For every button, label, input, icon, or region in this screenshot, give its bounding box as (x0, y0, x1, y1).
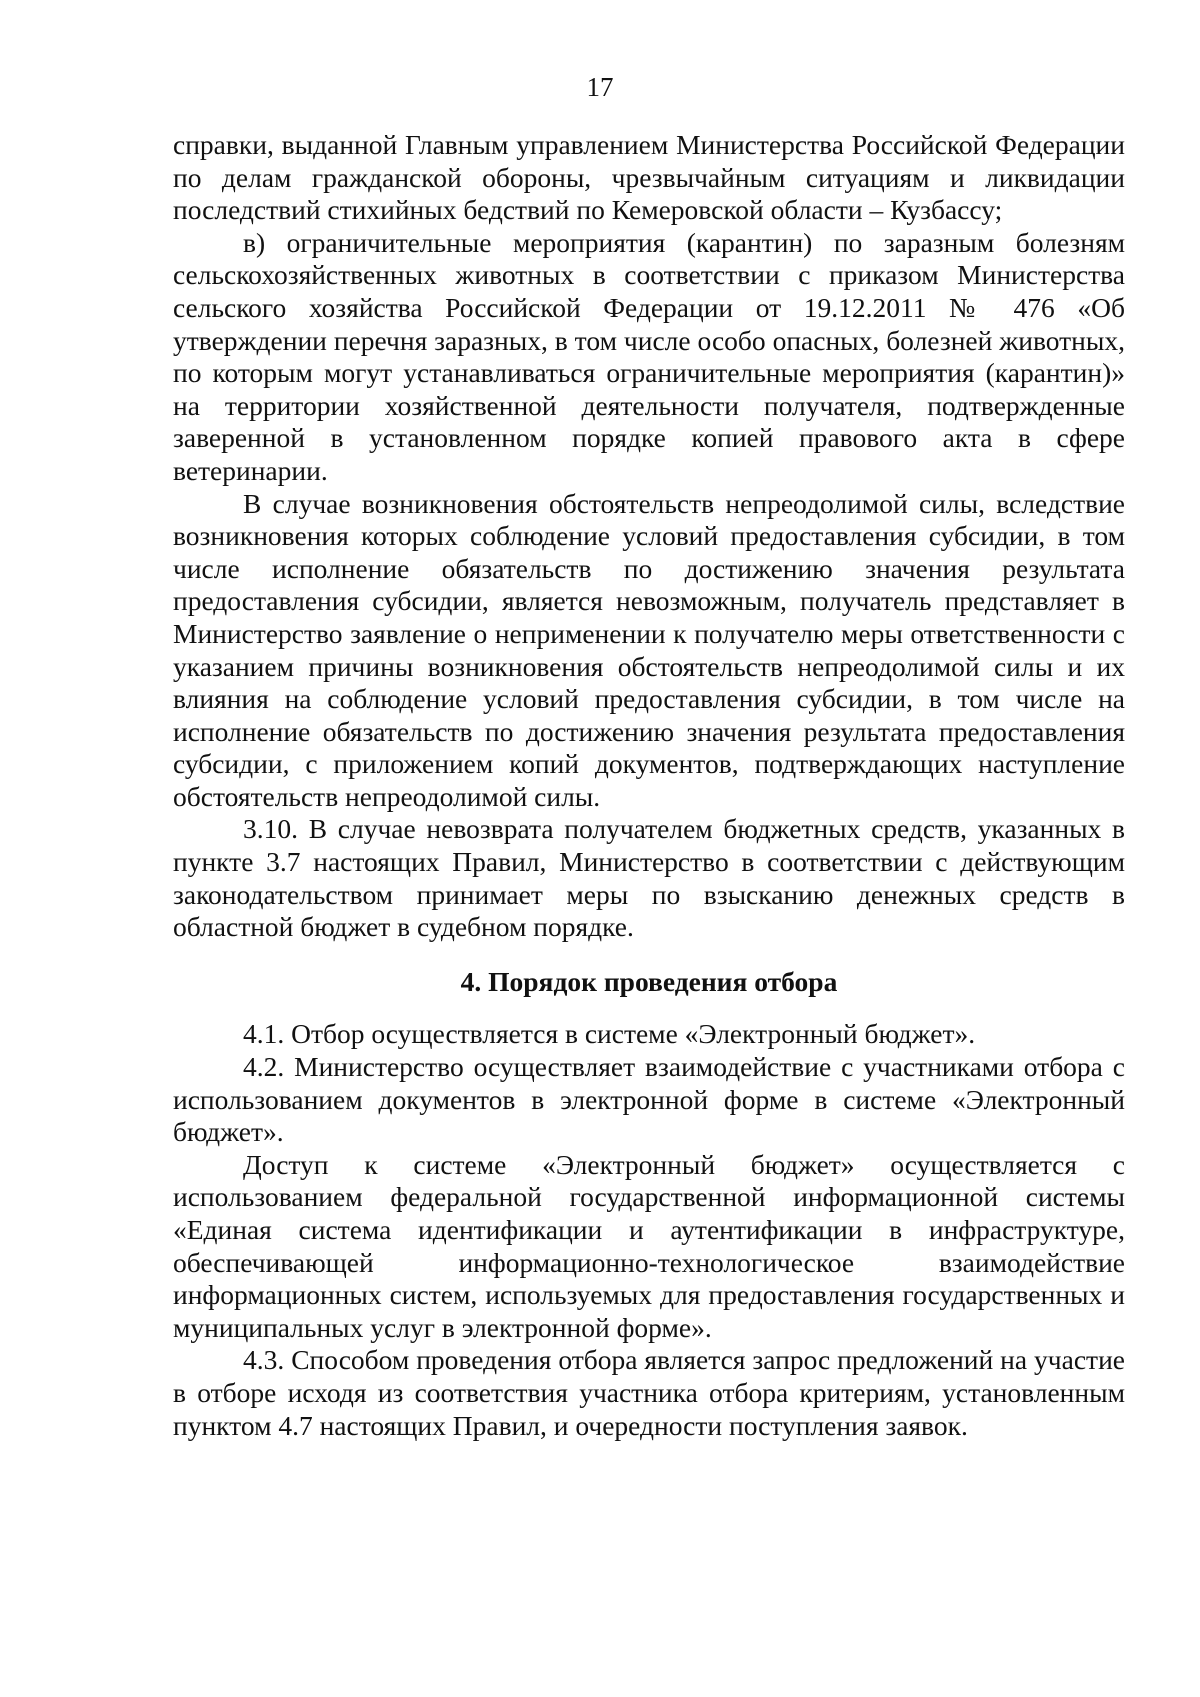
section-heading: 4. Порядок проведения отбора (460, 965, 838, 997)
document-body (173, 129, 1125, 1442)
paragraph-force-majeure: В случае возникновения обстоятельств непреодолимой силы, вследствие возникновения которых соблюдение условий предоставления субсидии, в том числе исполнение обязательств по достижению значения результата предоставления субсидии, является невозможным, получатель представляет в Министерство заявление о неприменении к получателю меры ответственности с указанием причины возникновения обстоятельств непреодолимой силы и их влияния на соблюдение условий предоставления субсидии, в том числе на исполнение обязательств по достижению значения результата предоставления субсидии, с приложением копий документов, подтверждающих наступление обстоятельств непреодолимой силы. (173, 487, 1125, 812)
paragraph-3-10: 3.10. В случае невозврата получателем бюджетных средств, указанных в пункте 3.7 настоящих Правил, Министерство в соответствии с действующим законодательством принимает меры по взысканию денежных средств в областной бюджет в судебном порядке. (173, 813, 1125, 943)
paragraph-4-2: 4.2. Министерство осуществляет взаимодействие с участниками отбора с использованием документов в электронной форме в системе «Электронный бюджет». (173, 1051, 1125, 1148)
paragraph-quarantine: в) ограничительные мероприятия (карантин) по заразным болезням сельскохозяйственных животных в соответствии с приказом Министерства сельского хозяйства Российской Федерации от 19.12.2011 № 476 «Об утверждении перечня заразных, в том числе особо опасных, болезней животных, по которым могут устанавливаться ограничительные мероприятия (карантин)» на территории хозяйственной деятельности получателя, подтвержденные заверенной в установленном порядке копией правового акта в сфере ветеринарии. (173, 226, 1125, 486)
paragraph-access: Доступ к системе «Электронный бюджет» осуществляется с использованием федеральной государственной информационной системы «Единая система идентификации и аутентификации в инфраструктуре, обеспечивающей информационно-технологическое взаимодействие информационных систем, используемых для предоставления государственных и муниципальных услуг в электронной форме». (173, 1148, 1125, 1343)
paragraph-certificate-continuation: справки, выданной Главным управлением Министерства Российской Федерации по делам гражданской обороны, чрезвычайным ситуациям и ликвидации последствий стихийных бедствий по Кемеровской области – Кузбассу; (173, 129, 1125, 226)
page-number: 17 (586, 72, 614, 102)
paragraph-4-1: 4.1. Отбор осуществляется в системе «Электронный бюджет». (243, 1018, 976, 1050)
paragraph-4-3: 4.3. Способом проведения отбора является запрос предложений на участие в отборе исходя из соответствия участника отбора критериям, установленным пунктом 4.7 настоящих Правил, и очередности поступления заявок. (173, 1344, 1125, 1441)
